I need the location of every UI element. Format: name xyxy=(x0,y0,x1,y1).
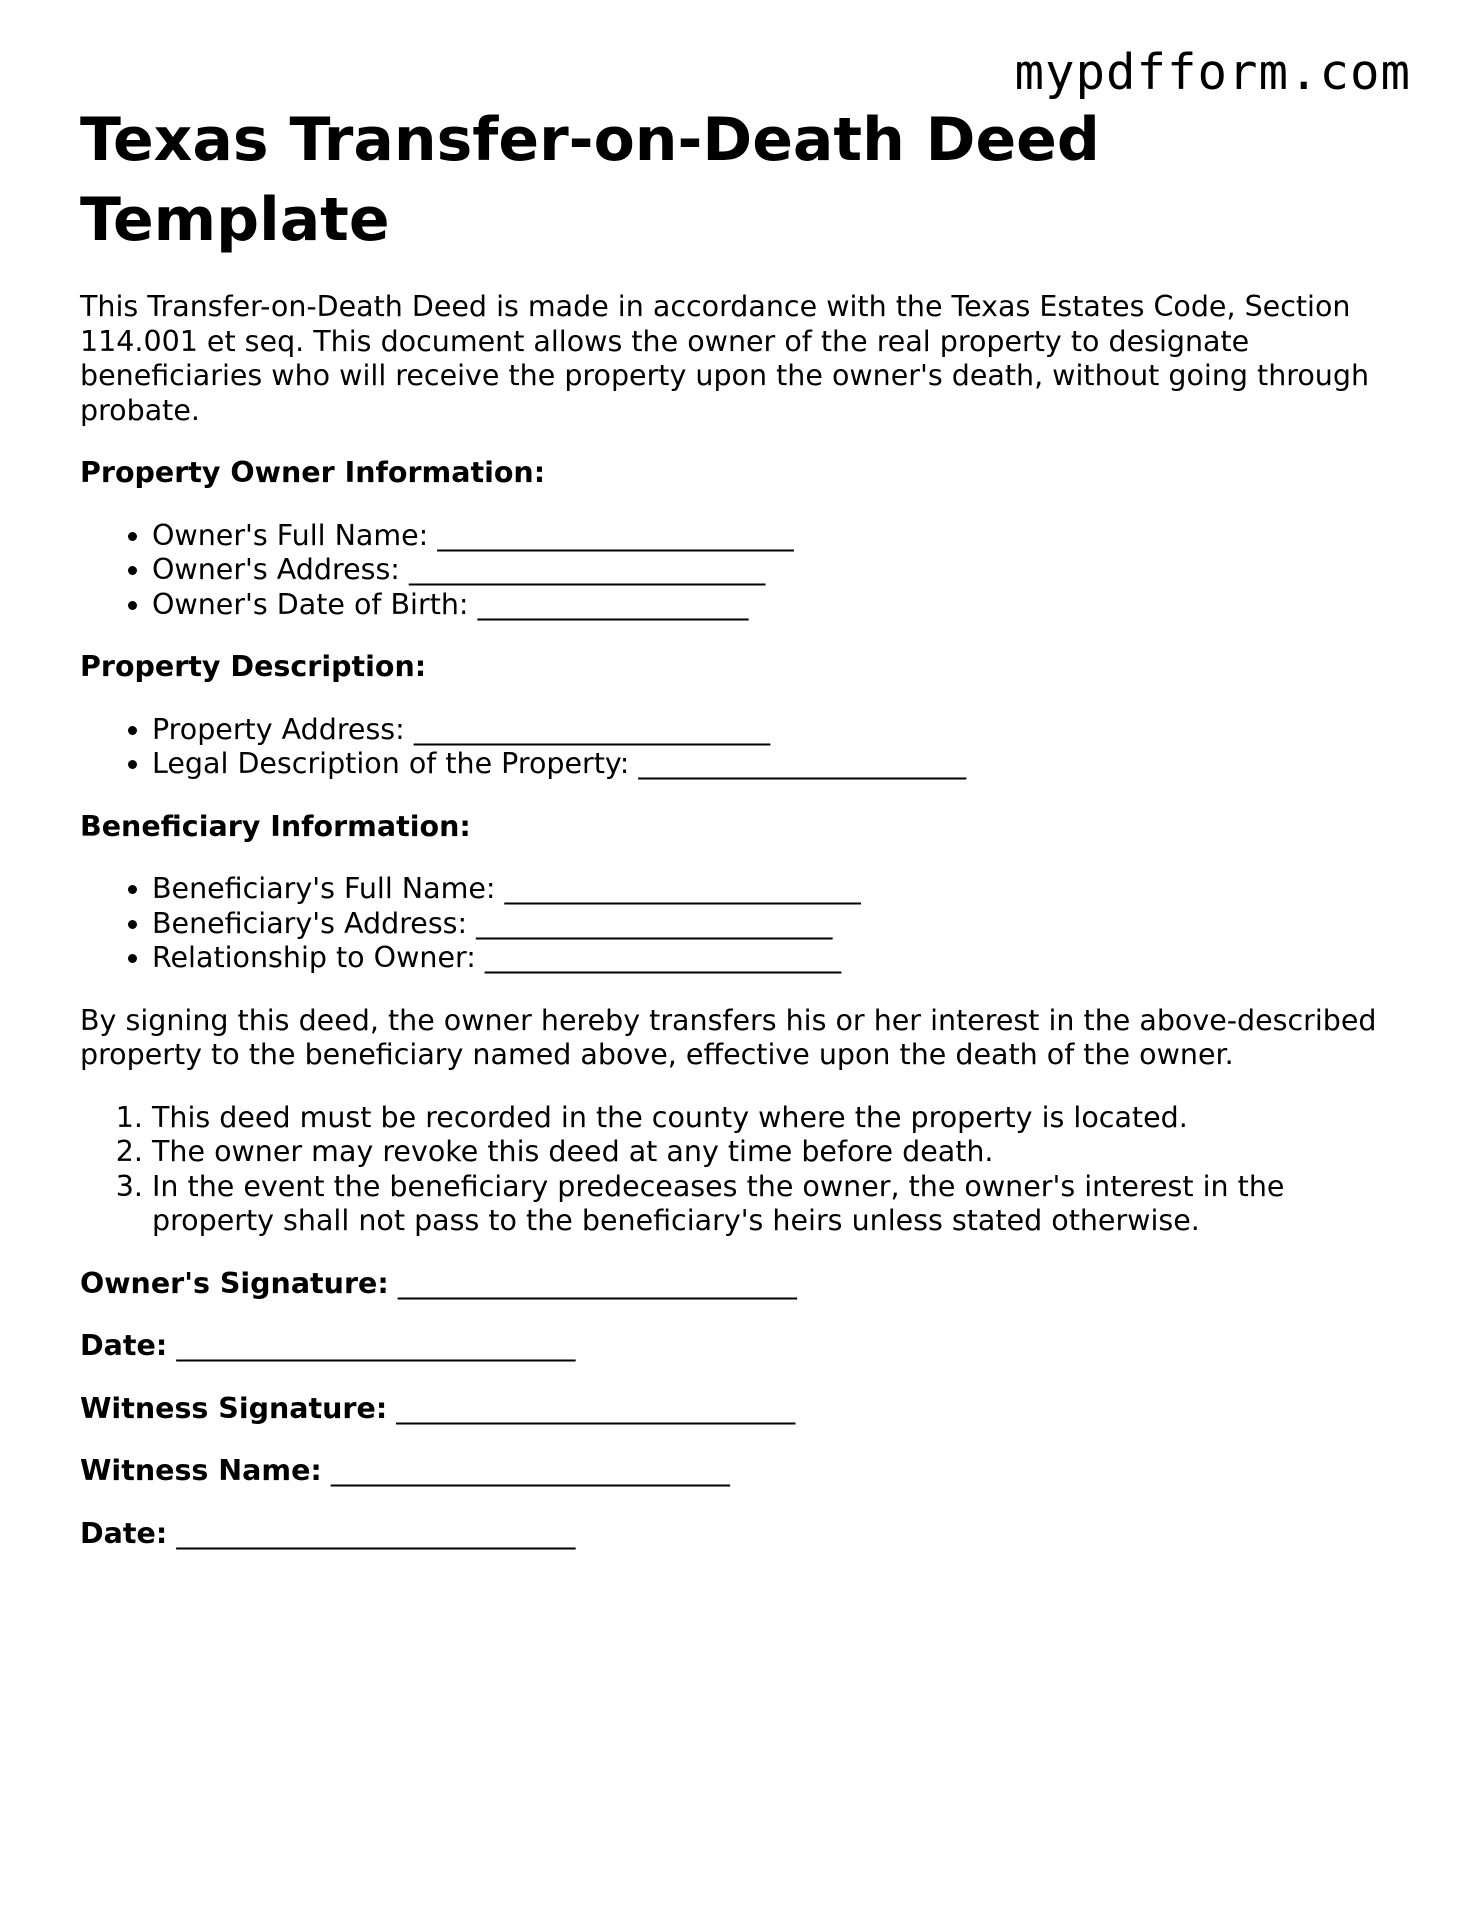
legal-description-field[interactable]: • Legal Description of the Property: _______________________ xyxy=(152,747,1410,782)
intro-paragraph: This Transfer-on-Death Deed is made in accordance with the Texas Estates Code, Section 114.001 et seq. This document allows the owner of the real property to designate beneficiaries who will receive the property upon the owner's death, without going through probate. xyxy=(80,290,1370,427)
owner-section-heading: Property Owner Information: xyxy=(80,456,546,489)
witness-name-line[interactable] xyxy=(80,1454,1410,1489)
conditions-list xyxy=(80,1101,1410,1239)
condition-item: 3. In the event the beneficiary predeceases the owner, the owner's interest in the property shall not pass to the beneficiary's heirs unless stated otherwise. xyxy=(152,1170,1410,1239)
witness-name-label: Witness Name: xyxy=(80,1454,322,1487)
beneficiary-section-heading: Beneficiary Information: xyxy=(80,809,471,843)
condition-item: 1. This deed must be recorded in the county where the property is located. xyxy=(152,1101,1410,1136)
witness-signature-blank[interactable]: ____________________________ xyxy=(396,1391,796,1425)
transfer-statement: By signing this deed, the owner hereby transfers his or her interest in the above-described property to the beneficiary named above, effective upon the death of the owner. xyxy=(80,1003,1377,1071)
property-info-list xyxy=(80,713,1410,782)
owner-full-name-field[interactable]: • Owner's Full Name: _________________________ xyxy=(152,519,1410,554)
beneficiary-info-list xyxy=(80,872,1410,976)
beneficiary-address-field[interactable]: • Beneficiary's Address: _________________________ xyxy=(152,907,1410,942)
witness-date-label: Date: xyxy=(80,1516,168,1550)
witness-signature-line[interactable] xyxy=(80,1392,1410,1427)
relationship-to-owner-field[interactable]: • Relationship to Owner: _________________________ xyxy=(152,941,1410,976)
owner-date-blank[interactable]: ____________________________ xyxy=(176,1329,576,1362)
witness-date-blank[interactable]: ____________________________ xyxy=(176,1516,576,1550)
watermark: mypdfform.com xyxy=(1014,44,1411,101)
witness-name-blank[interactable]: ____________________________ xyxy=(330,1454,730,1487)
beneficiary-full-name-field[interactable]: • Beneficiary's Full Name: _________________________ xyxy=(152,872,1410,907)
witness-signature-label: Witness Signature: xyxy=(80,1391,388,1425)
owner-date-of-birth-field[interactable]: • Owner's Date of Birth: ___________________ xyxy=(152,588,1410,623)
owner-address-field[interactable]: • Owner's Address: _________________________ xyxy=(152,553,1410,588)
witness-date-line[interactable] xyxy=(80,1517,1410,1552)
property-section-heading: Property Description: xyxy=(80,650,427,683)
owner-signature-blank[interactable]: ____________________________ xyxy=(397,1266,797,1300)
owner-info-list xyxy=(80,519,1410,623)
document-page xyxy=(80,100,1410,1551)
owner-date-label: Date: xyxy=(80,1329,168,1362)
document-title: Texas Transfer-on-Death Deed Template xyxy=(80,105,1100,255)
property-address-field[interactable]: • Property Address: _________________________ xyxy=(152,713,1410,748)
condition-item: 2. The owner may revoke this deed at any time before death. xyxy=(152,1135,1410,1170)
owner-date-line[interactable] xyxy=(80,1329,1410,1364)
owner-signature-label: Owner's Signature: xyxy=(80,1266,389,1300)
owner-signature-line[interactable] xyxy=(80,1267,1410,1302)
